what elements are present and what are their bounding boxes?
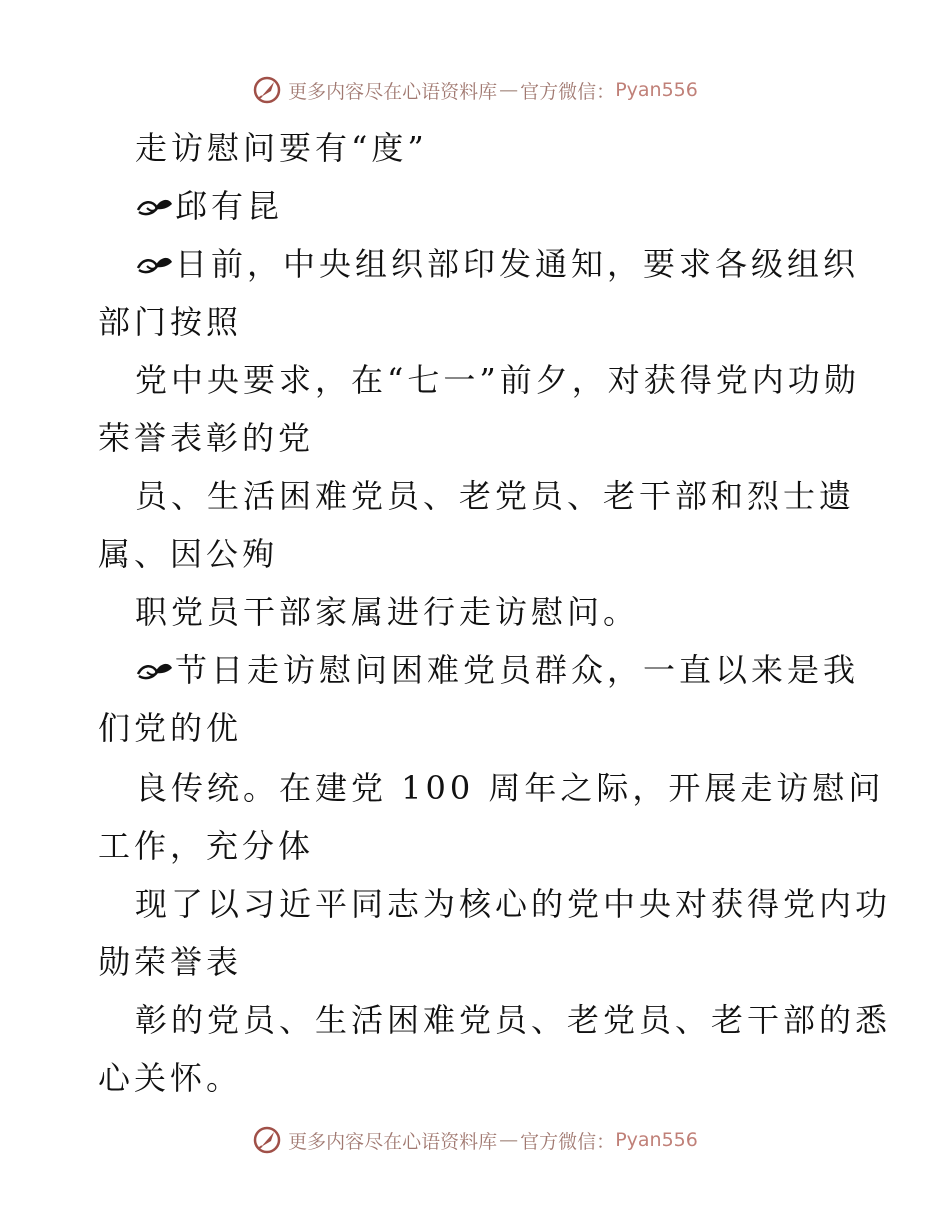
paragraph-line: 职党员干部家属进行走访慰问。 [135,593,640,631]
paragraph-line: 良传统。在建党 100 周年之际，开展走访慰问 [135,769,885,807]
watermark-wechat-id: Pyan556 [615,1129,698,1151]
quill-pen-circle-icon [252,75,282,105]
paragraph-line: 日前，中央组织部印发通知，要求各级组织 [135,244,859,284]
footer-watermark [0,1120,950,1160]
watermark-text: 更多内容尽在心语资料库 [288,1130,498,1153]
paragraph-line: 心关怀。 [98,1059,243,1097]
paragraph-line: 部门按照 [98,303,243,341]
watermark-wechat-label: 官方微信： [520,80,616,103]
paragraph-line: 员、生活困难党员、老党员、老干部和烈士遗 [135,477,856,515]
paragraph-line: 节日走访慰问困难党员群众，一直以来是我 [135,650,859,690]
header-watermark [0,70,950,110]
leaf-flourish-icon [135,194,175,220]
paragraph-line: 彰的党员、生活困难党员、老党员、老干部的悉 [135,1001,892,1039]
document-author: 邱有昆 [135,186,283,226]
watermark-wechat-id: Pyan556 [615,79,698,101]
document-title: 走访慰问要有“度” [135,129,428,167]
watermark-text: 更多内容尽在心语资料库 [288,80,498,103]
paragraph-line: 勋荣誉表 [98,943,243,981]
leaf-flourish-icon [135,658,175,684]
paragraph-line: 现了以习近平同志为核心的党中央对获得党内功 [135,885,892,923]
watermark-separator: — [499,79,519,101]
paragraph-line: 党中央要求，在“七一”前夕，对获得党内功勋 [135,361,860,399]
paragraph-line: 们党的优 [98,709,243,747]
paragraph-line: 工作，充分体 [98,827,315,865]
leaf-flourish-icon [135,252,175,278]
paragraph-line: 荣誉表彰的党 [98,419,315,457]
quill-pen-circle-icon [252,1125,282,1155]
watermark-separator: — [499,1129,519,1151]
paragraph-line: 属、因公殉 [98,535,279,573]
watermark-wechat-label: 官方微信： [520,1130,616,1153]
